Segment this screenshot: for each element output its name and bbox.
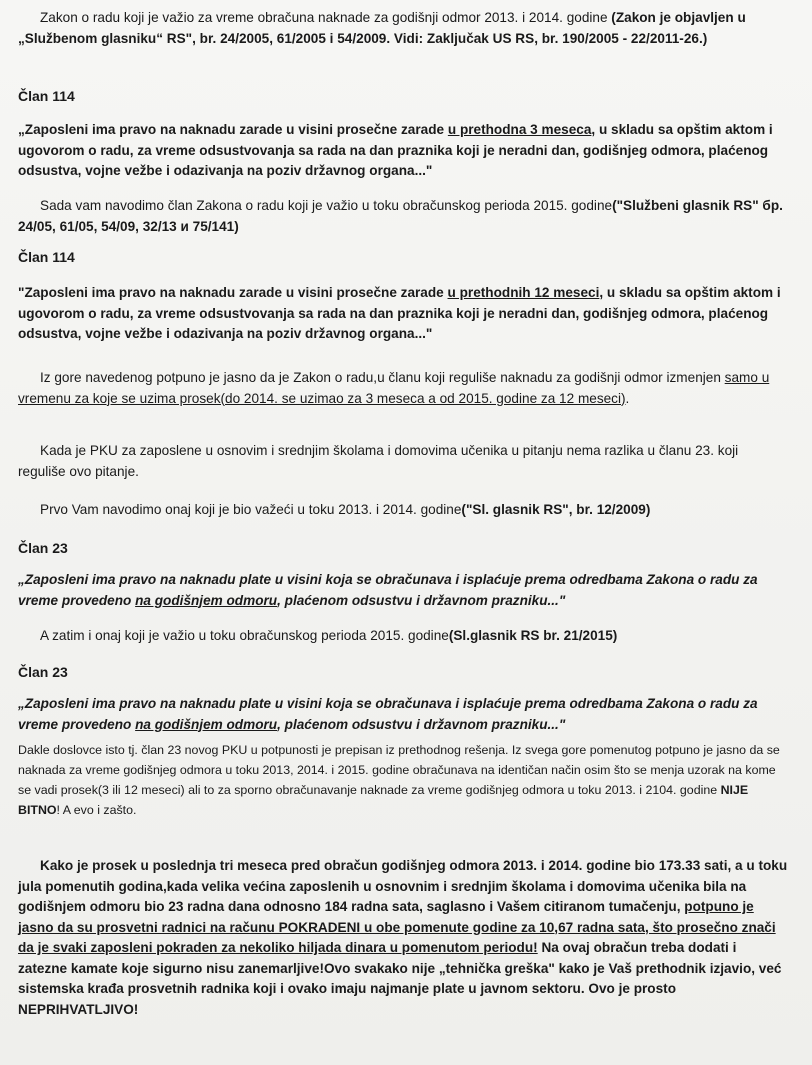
paragraph-text: ! A evo i zašto.	[56, 803, 137, 817]
citation-text: (Sl.glasnik RS br. 21/2015)	[448, 628, 618, 643]
quote-text: „Zaposleni ima pravo na naknadu zarade u visini prosečne zarade	[18, 122, 448, 137]
paragraph-text: Iz gore navedenog potpuno je jasno da je Zakon o radu,u članu koji reguliše naknadu za godišnji odmor izmenjen	[40, 370, 725, 385]
intro-paragraph	[18, 8, 788, 49]
underlined-claim: potpuno je jasno da su prosvetni radnici na računu POKRADENI u obe pomenute godine za 10,67 radna sata, što prosečno znači da je svaki zaposleni pokraden za nekoliko hiljada dinara u pomenutom periodu!	[18, 899, 776, 955]
intro-text: Zakon o radu koji je važio za vreme obračuna naknade za godišnji odmor 2013. i 2014. godine	[40, 10, 612, 25]
article-heading-23-second: Član 23	[18, 664, 68, 680]
underlined-phrase: u prethodna 3 meseca	[447, 122, 592, 137]
paragraph-comparison	[18, 740, 788, 820]
quote-text: "Zaposleni ima pravo na naknadu zarade u visini prosečne zarade	[18, 285, 448, 300]
quote-text: „Zaposleni ima pravo na naknadu plate u visini koja se obračunava i isplaćuje prema odredbama Zakona o radu za vreme provedeno	[18, 572, 758, 608]
paragraph-text: .	[625, 390, 630, 406]
quote-article-114-first	[18, 120, 788, 182]
paragraph-text: A zatim i onaj koji je važio u toku obračunskog perioda 2015. godine	[40, 628, 449, 643]
paragraph-final-argument	[18, 856, 788, 1020]
underlined-phrase: na godišnjem odmoru	[135, 716, 278, 732]
paragraph-text: Prvo Vam navodimo onaj koji je bio važeći u toku 2013. i 2014. godine	[40, 502, 462, 517]
paragraph-text: Na ovaj obračun treba dodati i zatezne kamate koje sigurno nisu zanemarljive!Ovo svakako nije „tehnička greška" kako je Vaš prethodnik izjavio, već sistemska krađa prosvetnih radnika koji i ovako imaju najmanje plate u javnom sektoru. Ovo je prosto NEPRIHVATLJIVO!	[18, 940, 782, 1017]
quote-article-23-first	[18, 570, 788, 611]
paragraph-second-pku	[18, 626, 788, 647]
paragraph-text: Dakle doslovce isto tj. član 23 novog PKU u potpunosti je prepisan iz prethodnog rešenja. Iz svega gore pomenutog potpuno je jasno da se naknada za vreme godišnjeg odmora u toku 2013, 2014. i 2015. godine obračunava na identičan način osim što se menja uzorak na kome se vadi prosek(3 ili 12 meseci) ali to za sporno obračunavanje naknade za vreme godišnjeg odmora u toku 2013. i 2104. godine	[18, 743, 780, 797]
quote-article-23-second	[18, 694, 788, 735]
article-heading-23-first: Član 23	[18, 540, 68, 556]
citation-text: ("Službeni glasnik RS" бр. 24/05, 61/05, 54/09, 32/13 и 75/141)	[18, 198, 783, 234]
paragraph-first-pku	[18, 500, 788, 521]
underlined-phrase: u prethodnih 12 meseci	[447, 285, 600, 300]
citation-text: ("Sl. glasnik RS", br. 12/2009)	[461, 502, 651, 517]
paragraph-conclusion-law	[18, 368, 788, 409]
quote-text: „Zaposleni ima pravo na naknadu plate u visini koja se obračunava i isplaćuje prema odredbama Zakona o radu za vreme provedeno	[18, 696, 758, 732]
quote-text: , plaćenom odsustvu i državnom prazniku..."	[277, 592, 566, 608]
underlined-phrase: samo u vremenu za koje se uzima prosek(do 2014. se uzimao za 3 meseca a od 2015. godine za 12 meseci)	[18, 370, 770, 406]
quote-article-114-second	[18, 283, 788, 345]
underlined-phrase: na godišnjem odmoru	[135, 592, 278, 608]
quote-text: , u skladu sa opštim aktom i ugovorom o radu, za vreme odsustvovanja sa rada na dan praznika koji je neradni dan, godišnjeg odmora, plaćenog odsustva, vojne vežbe i odazivanja na poziv državnog organa..."	[18, 285, 781, 341]
quote-text: , plaćenom odsustvu i državnom prazniku..."	[277, 716, 566, 732]
emphasis-text: NIJE BITNO	[18, 783, 749, 817]
intro-citation: (Zakon je objavljen u „Službenom glasniku“ RS", br. 24/2005, 61/2005 i 54/2009. Vidi: Zaključak US RS, br. 190/2005 - 22/2011-26.)	[18, 10, 746, 46]
article-heading-114-second: Član 114	[18, 249, 75, 265]
paragraph-2015-law	[18, 196, 788, 237]
quote-text: , u skladu sa opštim aktom i ugovorom o radu, za vreme odsustvovanja sa rada na dan praznika koji je neradni dan, godišnjeg odmora, plaćenog odsustva, vojne vežbe i odazivanja na poziv državnog organa..."	[18, 122, 773, 178]
paragraph-text: Kako je prosek u poslednja tri meseca pred obračun godišnjeg odmora 2013. i 2014. godine bio 173.33 sati, a u toku jula pomenutih godina,kada velika većina zaposlenih u osnovnim i srednjim školama i domovima učenika bila na godišnjem odmoru bio 23 radna dana odnosno 184 radna sata, saglasno i Vašem citiranom tumačenju,	[18, 858, 788, 914]
article-heading-114-first: Član 114	[18, 88, 75, 104]
paragraph-text: Sada vam navodimo član Zakona o radu koji je važio u toku obračunskog perioda 2015. godine	[40, 198, 613, 213]
paragraph-pku: Kada je PKU za zaposlene u osnovim i srednjim školama i domovima učenika u pitanju nema razlika u članu 23. koji reguliše ovo pitanje.	[18, 443, 739, 479]
